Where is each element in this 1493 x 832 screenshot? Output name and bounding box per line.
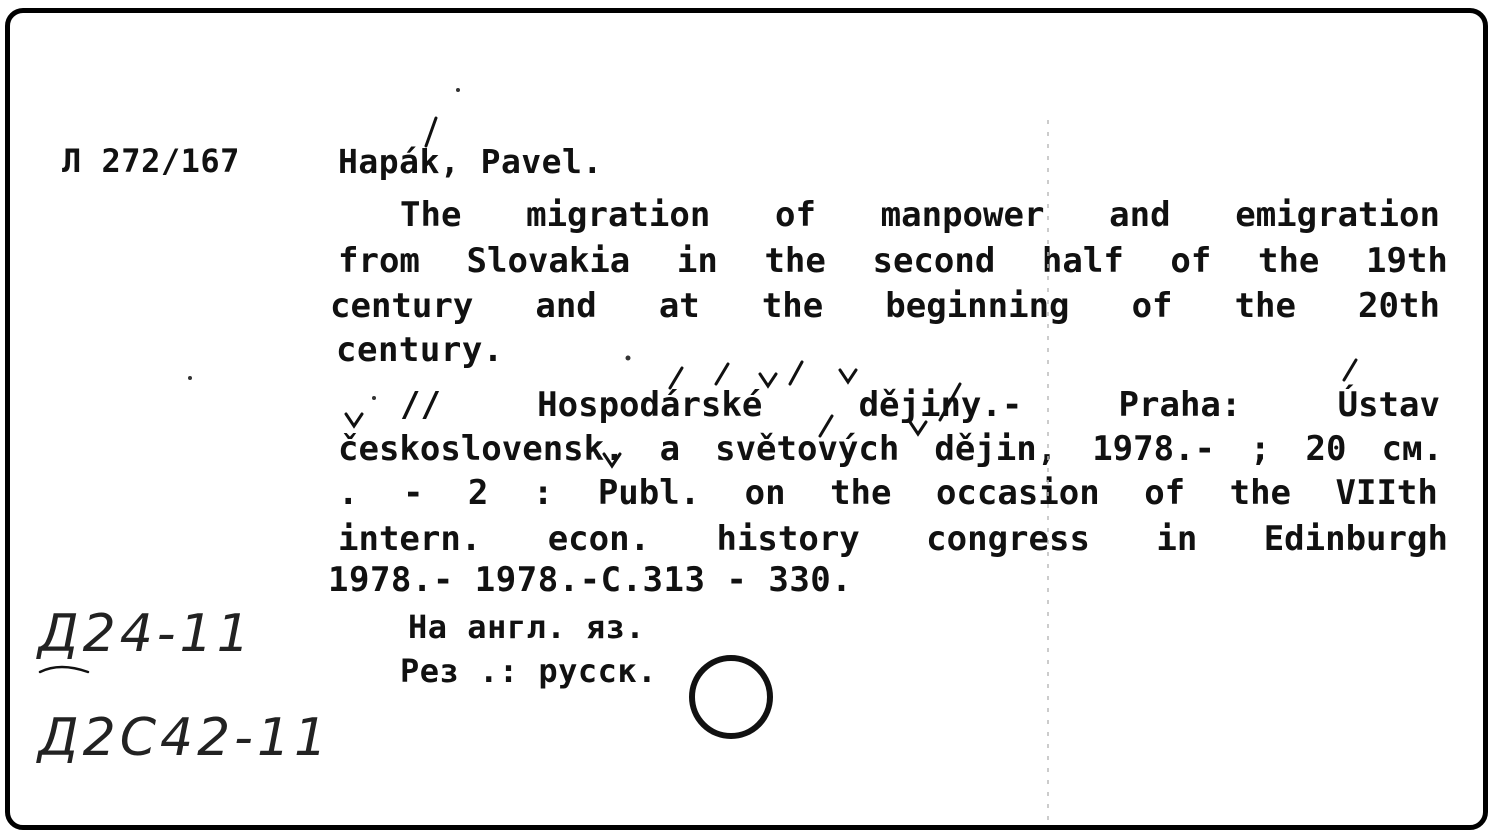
- word: and: [535, 286, 597, 326]
- word: Hospodárské: [537, 385, 763, 425]
- word: 20th: [1358, 286, 1440, 326]
- word: 1978.-: [1092, 429, 1216, 469]
- word: dějin,: [934, 429, 1058, 469]
- word: см.: [1381, 429, 1443, 469]
- word: in: [676, 241, 718, 281]
- word: VIIth: [1335, 473, 1438, 513]
- word: the: [761, 286, 824, 326]
- word: 2: [467, 473, 489, 513]
- author-name: Hapák, Pavel.: [338, 142, 603, 181]
- word: migration: [526, 195, 711, 235]
- word: The: [400, 195, 462, 235]
- language-note: На англ. яз.: [408, 608, 646, 646]
- word: at: [658, 286, 700, 326]
- title-line-2: [338, 238, 1448, 284]
- word: světových: [715, 429, 900, 469]
- word: from: [338, 241, 420, 281]
- word: Ústav: [1337, 385, 1440, 425]
- source-line-4: [338, 516, 1448, 562]
- word: half: [1041, 241, 1124, 281]
- word: of: [1144, 473, 1186, 513]
- word: intern.: [338, 519, 482, 559]
- word: and: [1109, 195, 1171, 235]
- summary-note: Рез .: русск.: [400, 652, 657, 690]
- word: Publ.: [597, 473, 701, 513]
- word: the: [1234, 286, 1296, 326]
- word: econ.: [547, 519, 651, 559]
- word: Edinburgh: [1263, 519, 1448, 559]
- word: -: [402, 473, 424, 513]
- word: :: [532, 473, 554, 513]
- call-number: Л 272/167: [62, 142, 240, 180]
- source-line-2: [338, 426, 1443, 472]
- title-line-1: [400, 192, 1440, 238]
- word: //: [400, 385, 441, 425]
- word: of: [775, 195, 816, 235]
- title-line-4: century.: [336, 330, 504, 370]
- word: the: [1257, 241, 1320, 281]
- word: of: [1170, 241, 1212, 281]
- handwritten-code-1: Д24-11: [38, 604, 254, 664]
- word: manpower: [880, 195, 1045, 235]
- word: ;: [1250, 429, 1271, 469]
- source-line-5: 1978.- 1978.-С.313 - 330.: [328, 560, 853, 600]
- word: 19th: [1366, 241, 1448, 281]
- word: history: [716, 519, 860, 559]
- word: the: [830, 473, 892, 513]
- title-line-3: [330, 283, 1440, 329]
- source-line-3: [338, 470, 1438, 516]
- word: of: [1131, 286, 1173, 326]
- word: dějiny.-: [858, 385, 1023, 425]
- source-line-1: [400, 382, 1440, 428]
- word: occasion: [935, 473, 1100, 513]
- word: Slovakia: [466, 241, 631, 281]
- word: .: [338, 473, 359, 513]
- word: Praha:: [1118, 385, 1242, 425]
- word: second: [872, 241, 996, 281]
- word: the: [764, 241, 826, 281]
- handwritten-code-2: Д2С42-11: [38, 708, 332, 768]
- word: the: [1229, 473, 1292, 513]
- word: československ.: [338, 429, 625, 469]
- word: on: [744, 473, 786, 513]
- word: emigration: [1235, 195, 1440, 235]
- word: 20: [1305, 429, 1347, 469]
- word: century: [330, 286, 474, 326]
- word: a: [659, 429, 681, 469]
- word: beginning: [885, 286, 1070, 326]
- word: congress: [926, 519, 1090, 559]
- word: in: [1156, 519, 1198, 559]
